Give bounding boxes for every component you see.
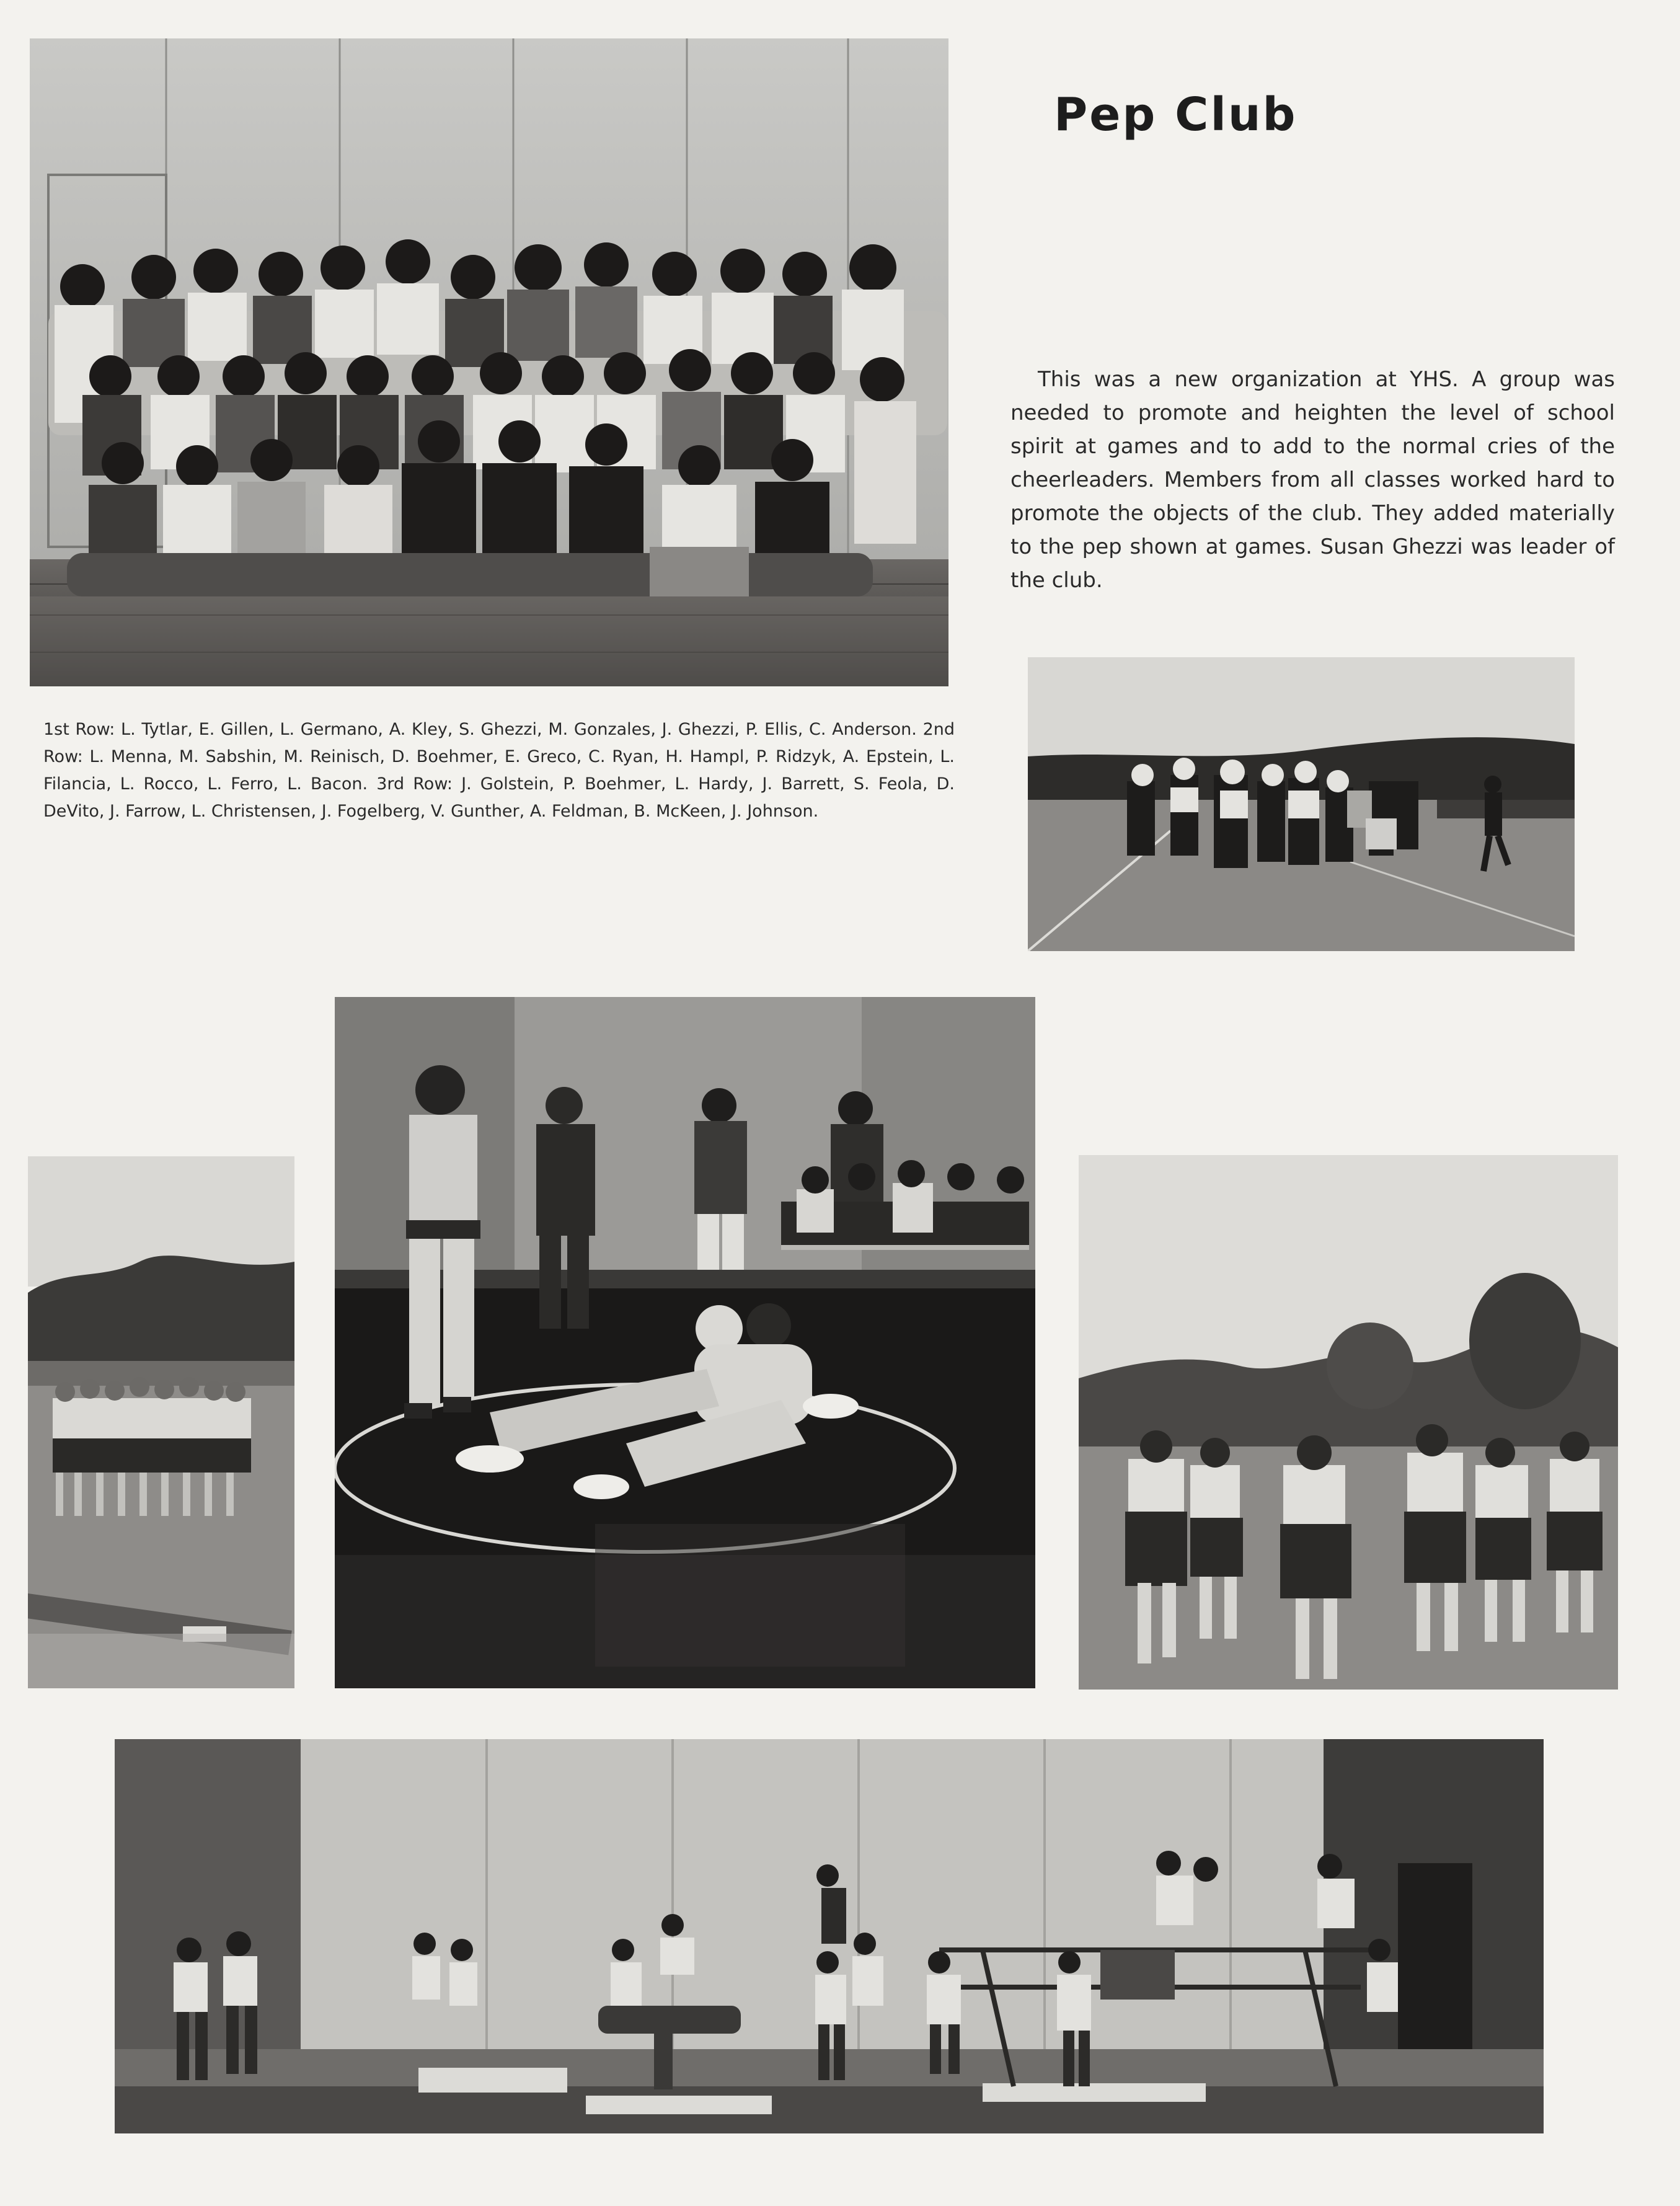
- gymnastics-photo: [115, 1739, 1544, 2133]
- page-title: Pep Club: [1054, 88, 1298, 141]
- football-photo: [1028, 657, 1575, 951]
- intro-paragraph: This was a new organization at YHS. A group was needed to promote and heighten the level of school spirit at games and to add to the normal cries of the cheerleaders. Members from all classes worked hard to promote the objects of the club. They added materially to the pep shown at games. Susan Ghezzi was leader of the club.: [1010, 367, 1615, 593]
- cheerleaders-huddle-photo: [28, 1156, 294, 1688]
- cheerleaders-circle-photo: [1079, 1155, 1618, 1690]
- group-photo-caption: 1st Row: L. Tytlar, E. Gillen, L. Germano, A. Kley, S. Ghezzi, M. Gonzales, J. Ghezzi, P. Ellis, C. Anderson. 2nd Row: L. Menna, M. Sabshin, M. Reinisch, D. Boehmer, E. Greco, C. Ryan, H. Hampl, P. Ridzyk, A. Epstein, L. Filancia, L. Rocco, L. Ferro, L. Bacon. 3rd Row: J. Golstein, P. Boehmer, L. Hardy, J. Barrett, S. Feola, D. DeVito, J. Farrow, L. Christensen, J. Fogelberg, V. Gunther, A. Feldman, B. McKeen, J. Johnson.: [43, 720, 955, 821]
- group-photo: [30, 38, 948, 686]
- wrestling-photo: [335, 997, 1035, 1688]
